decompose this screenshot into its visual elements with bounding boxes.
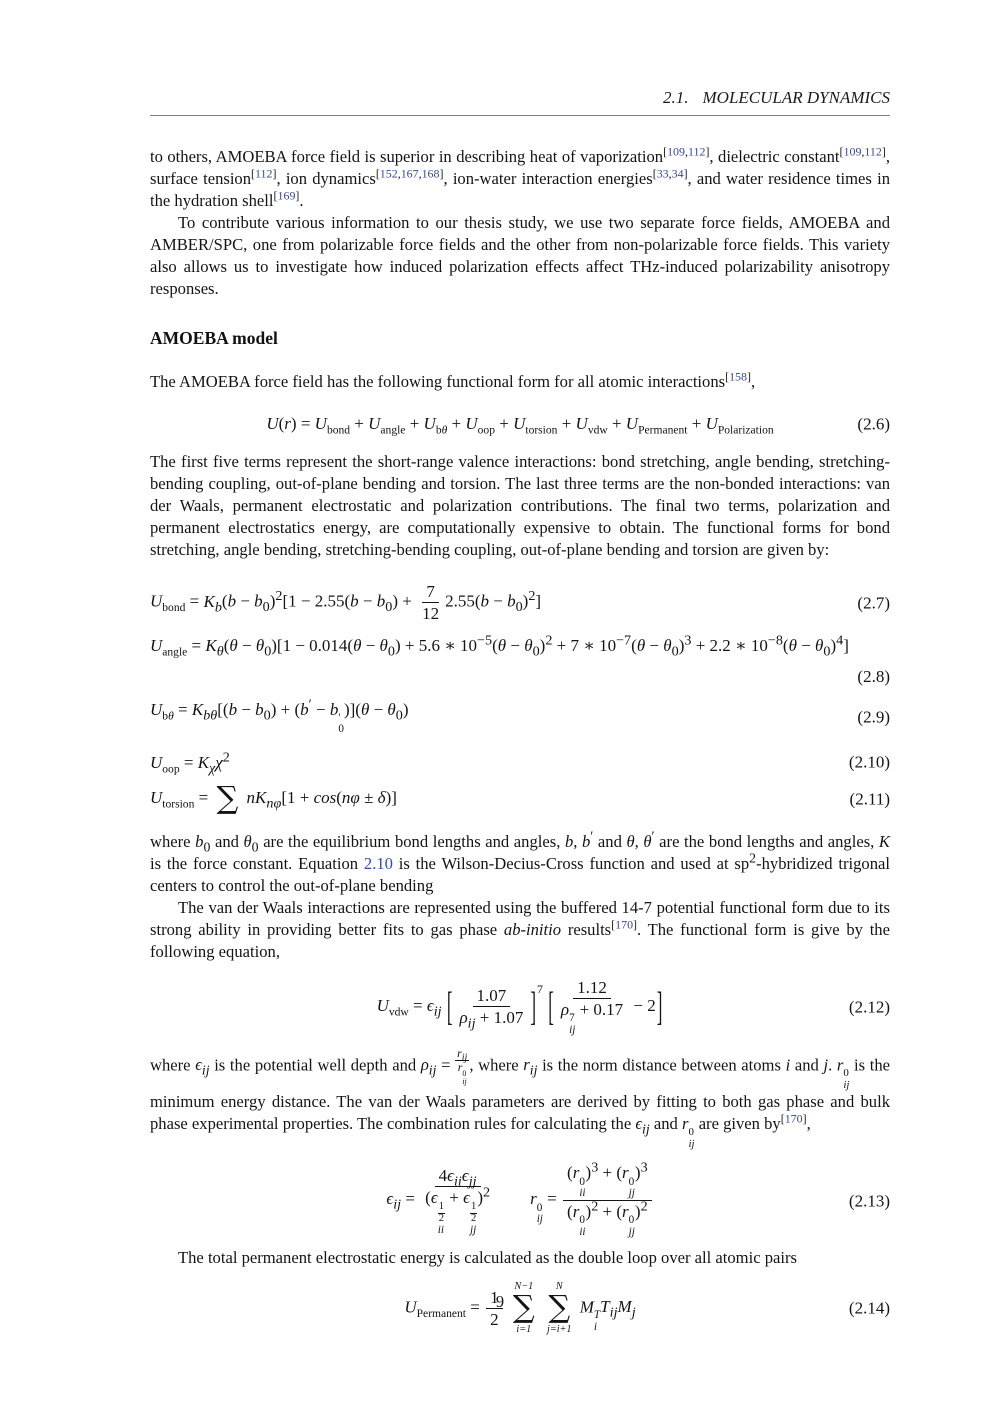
citation-link[interactable]: [170]: [611, 917, 638, 932]
paragraph-where-eps: where $\epsilon_{ij}$ is the potential well depth and $\rho_{ij}$ = $r_{ij}$ r 0 ij , where $r_{ij}$ is the norm distance between atoms i and j. r 0 ij is the minimum energy distance. The van der Waals parameters are derived by fitting to both gas phase and bulk phase experimental properties. The combination rules for calculating the $\epsilon_{ij}$ and r 0 ij are given by[170],: [150, 1045, 891, 1150]
equation-2-12-body: $U_{vdw} = \epsilon_{ij}$ [ $\frac{1.07}{\rho_{ij} + 1.07}$ ]$^7$ [ 1.12 ρ 7 ij + 0.17 − 2]: [376, 977, 663, 1036]
equation-2-10-number: (2.10): [848, 752, 890, 772]
subsection-heading: AMOEBA model: [150, 328, 278, 348]
equation-2-11-number: (2.11): [849, 789, 890, 809]
running-header: [150, 88, 890, 108]
equation-ref-link[interactable]: 2.10: [363, 853, 393, 873]
equation-2-6-number: (2.6): [857, 414, 890, 434]
header-rule: [150, 115, 890, 116]
equation-2-9-number: (2.9): [857, 707, 890, 727]
citation-link[interactable]: [109,112]: [839, 144, 886, 159]
equation-2-9: [150, 695, 890, 737]
citation-link[interactable]: [158]: [725, 369, 751, 384]
equation-2-8: [150, 633, 890, 687]
equation-2-7-number: (2.7): [857, 593, 890, 613]
equation-2-10: [150, 749, 890, 775]
equation-2-12-number: (2.12): [848, 997, 890, 1017]
citation-link[interactable]: [109,112]: [663, 144, 710, 159]
paragraph-where-b0: where $b_0$ and $\theta_0$ are the equilibrium bond lengths and angles, b, b′ and θ, θ′ are the bond lengths and angles, K is the force constant. Equation 2.10 is the Wilson-Decius-Cross function and used at $sp^2$-hybridized trigonal centers to control the out-of-plane bending: [150, 828, 890, 895]
citation-link[interactable]: [152,167,168]: [375, 166, 444, 181]
citation-link[interactable]: [169]: [273, 188, 300, 203]
equation-2-11-body: $U_{torsion}$ = ∑ $nK_{n\varphi}[1 + \cos(n\varphi \pm \delta)]$: [150, 781, 397, 817]
citation-link[interactable]: [112]: [251, 166, 277, 181]
equation-2-8-number: (2.8): [857, 666, 890, 686]
equation-2-14-body: $U_{Permanent}$ = $\frac{1}{2}$ N−1 ∑ i=1 N ∑ j=i+1 M T i $T_{ij}M_j$: [404, 1280, 636, 1335]
text-block: [150, 88, 890, 1336]
citation-link[interactable]: [33,34]: [652, 166, 688, 181]
equation-2-8-body: $U_{angle} = K_\theta(\theta - \theta_0)[1 - 0.014(\theta - \theta_0) + 5.6$ ∗ $10^{-5}(\theta - \theta_0)^2 + 7$ ∗ $10^{-7}(\theta - \theta_0)^3 + 2.2$ ∗ $10^{-8}(\theta - \theta_0)^4$]: [150, 632, 849, 660]
paragraph-contribute: To contribute various information to our thesis study, we use two separate force fields, AMOEBA and AMBER/SPC, one from polarizable force fields and the other from non-polarizable force fields. This variety also allows us to investigate how induced polarization effects affect THz-induced polarizability anisotropy responses.: [150, 213, 890, 298]
paragraph-terms: The first five terms represent the short-range valence interactions: bond stretching, angle bending, stretching-bending coupling, out-of-plane bending and torsion. The last three terms are the non-bonded interactions: van der Waals, permanent electrostatic and polarization contributions. The final two terms, polarization and permanent electrostatics energy, are computationally expensive to obtain. The functional forms for bond stretching, angle bending, stretching-bending coupling, out-of-plane bending and torsion are given by:: [150, 452, 890, 559]
equation-2-13: [150, 1159, 890, 1238]
equation-2-7: [150, 581, 890, 625]
equation-2-10-body: $U_{oop} = K_\chi\chi^2$: [150, 748, 230, 776]
page-number: 9: [495, 1292, 505, 1311]
citation-link[interactable]: [170]: [780, 1111, 807, 1126]
equation-2-7-body: $U_{bond} = K_b(b - b_0)^2[1 - 2.55(b - b_0)$ + $\frac{7}{12}$ $2.55(b - b_0)^2$]: [150, 582, 542, 624]
equation-2-8-row: [150, 633, 890, 659]
paragraph-permanent: The total permanent electrostatic energy is calculated as the double loop over all atomic pairs: [178, 1247, 797, 1267]
equation-2-9-body: $U_{b\theta} = K_{b\theta}[(b - b_0) + (b' - b$ ′ 0 )]$(\theta - \theta_0)$: [150, 695, 409, 736]
paragraph-functional-form: The AMOEBA force field has the following functional form for all atomic interactions[158],: [150, 369, 756, 391]
section-title: MOLECULAR DYNAMICS: [702, 88, 890, 107]
equation-2-13-body: $\epsilon_{ij}$ = $4\epsilon_{ii}\epsilon_{jj}$ (ϵ $\frac{1}{2}$ ii + ϵ $\frac{1}{2}$ jj )$^2$ r 0 ij = (r 0 ii )$^3$ + (r 0 jj )$^3$ (r 0 ii )$^2$ + (r 0 jj )$^2$: [386, 1162, 653, 1238]
section-number: 2.1.: [663, 88, 689, 107]
paragraph-vdw: The van der Waals interactions are represented using the buffered 14-7 potential functional form due to its strong ability in providing better fits to gas phase ab-initio results[170]. The functional form is give by the following equation,: [150, 897, 890, 961]
paragraph-intro: to others, AMOEBA force field is superior in describing heat of vaporization[109,112], dielectric constant[109,112], surface tension[112], ion dynamics[152,167,168], ion-water interaction energies[33,34], and water residence times in the hydration shell[169].: [150, 144, 890, 210]
equation-2-6: [150, 411, 890, 437]
equation-2-13-number: (2.13): [848, 1190, 890, 1210]
equation-2-14-number: (2.14): [848, 1298, 890, 1318]
equation-2-11: [150, 781, 890, 817]
equation-2-6-body: $U(r) = U_{bond} + U_{angle} + U_{b\theta} + U_{oop} + U_{torsion} + U_{vdw} + U_{Permanent} + U_{Polarization}$: [266, 414, 774, 437]
equation-2-12: [150, 977, 890, 1037]
